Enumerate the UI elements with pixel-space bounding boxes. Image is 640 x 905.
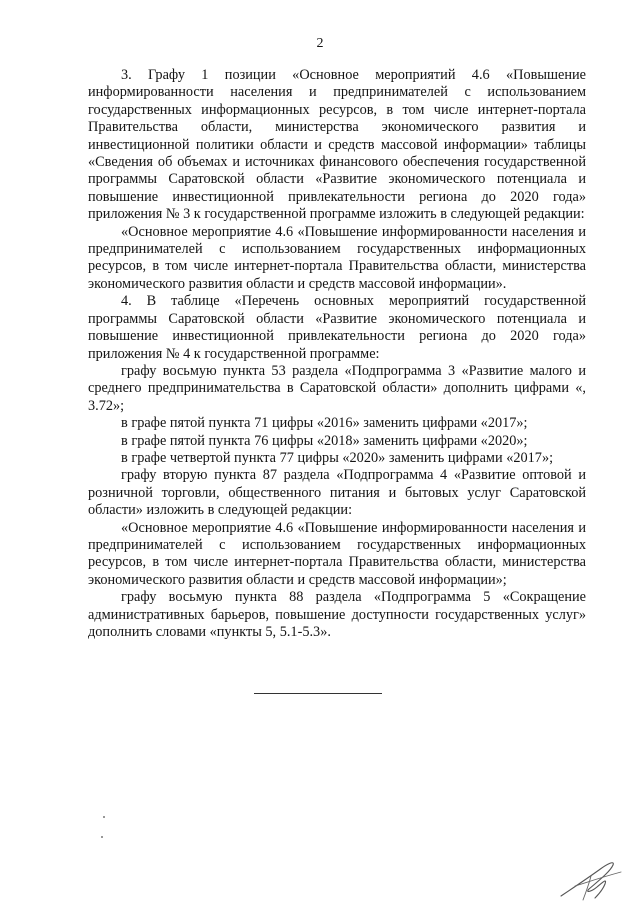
paragraph-point-76: в графе пятой пункта 76 цифры «2018» заменить цифрами «2020»; <box>121 432 528 449</box>
scan-speck <box>103 816 105 818</box>
paragraph-quote-4-6-second: «Основное мероприятие 4.6 «Повышение информированности населения и предпринимателей с использованием государственных информационных ресурсов, в том числе интернет-портала Правительства области, министерства экономического развития области и средств массовой информации»; <box>88 519 586 588</box>
page-number: 2 <box>316 36 324 51</box>
paragraph-point-77: в графе четвертой пункта 77 цифры «2020» заменить цифрами «2017»; <box>121 449 554 466</box>
paragraph-point-88: графу восьмую пункта 88 раздела «Подпрограмма 5 «Сокращение административных барьеров, повышение доступности государственных услуг» дополнить словами «пункты 5, 5.1-5.3». <box>88 589 586 640</box>
paragraph-point-87: графу вторую пункта 87 раздела «Подпрограмма 4 «Развитие оптовой и розничной торговли, общественного питания и бытовых услуг Саратовской области» изложить в следующей редакции: <box>88 467 586 519</box>
scan-speck <box>101 836 103 838</box>
closing-rule <box>254 693 382 694</box>
paragraph-point-53: графу восьмую пункта 53 раздела «Подпрограмма 3 «Развитие малого и среднего предпринимательства в Саратовской области» дополнить цифрами «, 3.72»; <box>88 362 586 414</box>
paragraph-quote-4-6: «Основное мероприятие 4.6 «Повышение информированности населения и предпринимателей с использованием государственных информационных ресурсов, в том числе интернет-портала Правительства области, министерства экономического развития области и средств массовой информации». <box>88 223 586 292</box>
paragraph-item-4: 4. В таблице «Перечень основных мероприятий государственной программы Саратовской области «Развитие экономического потенциала и повышение инвестиционной привлекательности региона до 2020 года» приложения № 4 к государственной программе: <box>88 293 586 362</box>
paragraph-point-71: в графе пятой пункта 71 цифры «2016» заменить цифрами «2017»; <box>121 415 528 432</box>
paragraph-item-3: 3. Графу 1 позиции «Основное мероприятий 4.6 «Повышение информированности населения и предпринимателей с использованием государственных информационных ресурсов, в том числе интернет-портала Правительства области, министерства экономического развития и инвестиционной политики области и средств массовой информации» таблицы «Сведения об объемах и источниках финансового обеспечения государственной программы Саратовской области «Развитие экономического потенциала и повышение инвестиционной привлекательности региона до 2020 года» приложения № 3 к государственной программе изложить в следующей редакции: <box>88 67 586 223</box>
signature-mark <box>555 856 625 902</box>
document-body <box>88 67 586 641</box>
